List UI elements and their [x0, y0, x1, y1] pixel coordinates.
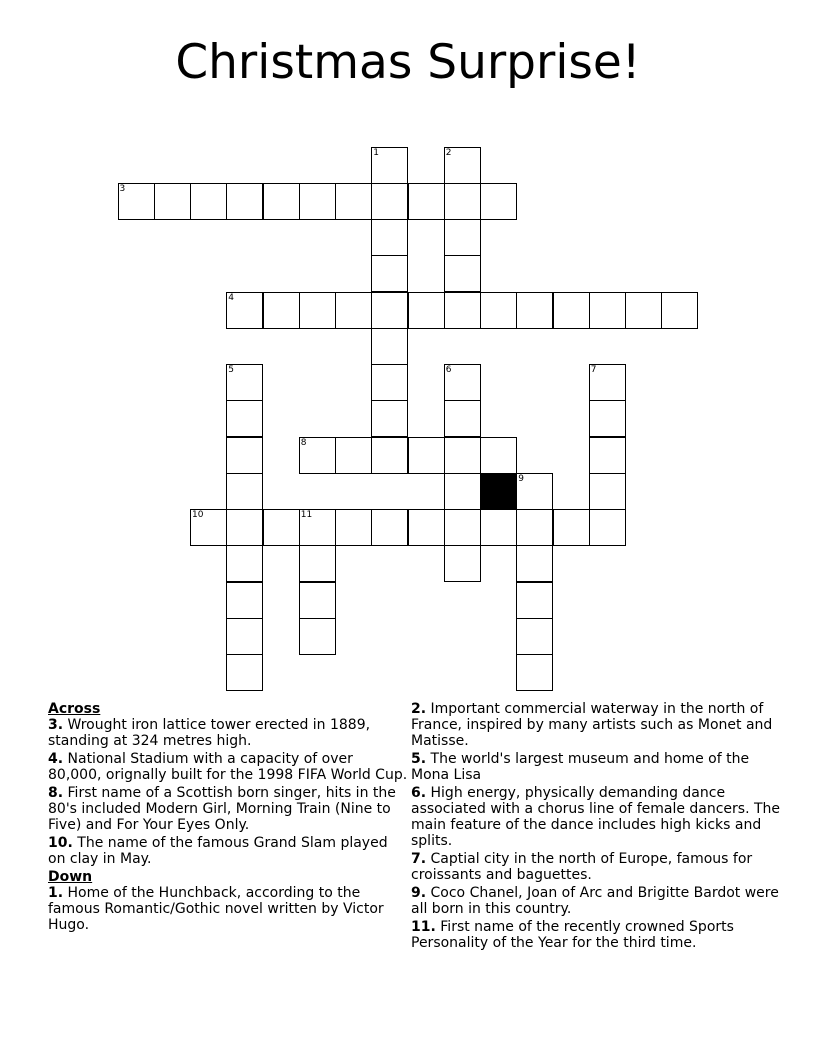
grid-cell[interactable] — [371, 183, 408, 220]
clue-number-label: 11 — [300, 510, 313, 520]
clue-number: 4. — [48, 751, 64, 767]
grid-cell[interactable] — [516, 618, 553, 655]
grid-cell[interactable] — [226, 183, 263, 220]
grid-cell[interactable] — [589, 473, 626, 510]
grid-cell[interactable] — [263, 292, 300, 329]
grid-cell[interactable] — [299, 292, 336, 329]
grid-cell[interactable] — [226, 509, 263, 546]
clue-number-label: 5 — [228, 365, 234, 375]
grid-cell[interactable] — [371, 437, 408, 474]
clue-text: National Stadium with a capacity of over 80,000, orignally built for the 1998 FIFA World Cup. — [48, 751, 408, 783]
grid-cell[interactable] — [553, 292, 590, 329]
clue-down — [411, 919, 781, 951]
clue-down — [411, 751, 781, 783]
grid-cell[interactable] — [444, 292, 481, 329]
grid-cell[interactable] — [480, 183, 517, 220]
grid-cell[interactable] — [299, 437, 336, 474]
grid-cell[interactable] — [444, 147, 481, 184]
grid-cell[interactable] — [408, 183, 445, 220]
clue-number-label: 8 — [300, 437, 307, 448]
grid-cell[interactable] — [480, 292, 517, 329]
grid-cell[interactable] — [444, 437, 481, 474]
clue-number-label: 10 — [192, 510, 204, 520]
clue-down — [411, 785, 781, 849]
grid-cell[interactable] — [444, 400, 481, 437]
grid-cell[interactable] — [408, 509, 445, 546]
grid-cell[interactable] — [371, 292, 408, 329]
grid-cell[interactable] — [371, 147, 408, 184]
clue-number-label: 6 — [445, 365, 452, 375]
grid-cell[interactable] — [263, 509, 300, 546]
clue-number: 9. — [411, 885, 427, 901]
clue-text: Important commercial waterway in the north of France, inspired by many artists such as Monet and Matisse. — [411, 701, 773, 749]
clue-number: 6. — [411, 785, 427, 801]
clues-column-left — [48, 701, 408, 935]
grid-cell[interactable] — [444, 545, 481, 582]
clue-number-label: 1 — [373, 147, 379, 158]
grid-cell[interactable] — [226, 292, 263, 329]
grid-cell[interactable] — [299, 618, 336, 655]
clue-number: 3. — [48, 717, 64, 733]
grid-cell[interactable] — [408, 437, 445, 474]
grid-cell[interactable] — [625, 292, 662, 329]
grid-cell[interactable] — [371, 328, 408, 365]
grid-cell[interactable] — [226, 618, 263, 655]
clue-text: High energy, physically demanding dance associated with a chorus line of female dancers. The main feature of the dance includes high kicks and splits. — [411, 785, 781, 849]
clue-text: First name of a Scottish born singer, hits in the 80's included Modern Girl, Morning Train (Nine to Five) and For Your Eyes Only. — [48, 785, 396, 833]
clue-down — [48, 885, 408, 933]
grid-cell[interactable] — [299, 509, 336, 546]
grid-cell[interactable] — [154, 183, 191, 220]
clue-across — [48, 835, 408, 867]
clue-down — [411, 851, 781, 883]
grid-cell[interactable] — [408, 292, 445, 329]
grid-cell[interactable] — [371, 364, 408, 401]
clue-across — [48, 785, 408, 833]
grid-cell[interactable] — [589, 400, 626, 437]
clue-number: 2. — [411, 701, 427, 717]
grid-cell[interactable] — [371, 219, 408, 256]
clue-text: Captial city in the north of Europe, famous for croissants and baguettes. — [411, 851, 753, 883]
grid-cell-black — [480, 473, 517, 510]
grid-cell[interactable] — [480, 509, 517, 546]
grid-cell[interactable] — [335, 509, 372, 546]
grid-cell[interactable] — [444, 219, 481, 256]
grid-cell[interactable] — [553, 509, 590, 546]
clue-number: 1. — [48, 885, 64, 901]
grid-cell[interactable] — [516, 582, 553, 619]
down-heading: Down — [48, 869, 93, 885]
clue-text: Home of the Hunchback, according to the famous Romantic/Gothic novel written by Victor Hugo. — [48, 885, 384, 933]
clue-number: 11. — [411, 919, 436, 935]
clue-down — [411, 701, 781, 749]
page-title: Christmas Surprise! — [175, 35, 641, 90]
grid-cell[interactable] — [226, 473, 263, 510]
grid-cell[interactable] — [335, 292, 372, 329]
grid-cell[interactable] — [190, 183, 227, 220]
grid-cell[interactable] — [661, 292, 698, 329]
grid-cell[interactable] — [335, 183, 372, 220]
grid-cell[interactable] — [118, 183, 155, 220]
grid-cell[interactable] — [589, 437, 626, 474]
grid-cell[interactable] — [444, 509, 481, 546]
clue-number-label: 7 — [590, 365, 597, 375]
grid-cell[interactable] — [589, 364, 626, 401]
grid-cell[interactable] — [371, 400, 408, 437]
grid-cell[interactable] — [516, 292, 553, 329]
grid-cell[interactable] — [226, 654, 263, 691]
clue-number-label: 3 — [119, 183, 126, 194]
grid-cell[interactable] — [516, 545, 553, 582]
clue-across — [48, 717, 408, 749]
grid-cell[interactable] — [444, 183, 481, 220]
grid-cell[interactable] — [335, 437, 372, 474]
clue-number-label: 2 — [445, 147, 452, 158]
grid-cell[interactable] — [299, 545, 336, 582]
clue-text: Wrought iron lattice tower erected in 1889, standing at 324 metres high. — [48, 717, 371, 749]
clue-text: The world's largest museum and home of the Mona Lisa — [411, 751, 750, 783]
grid-cell[interactable] — [263, 183, 300, 220]
grid-cell[interactable] — [299, 183, 336, 220]
clue-down — [411, 885, 781, 917]
clues-column-right — [411, 701, 781, 953]
clue-across — [48, 751, 408, 783]
grid-cell[interactable] — [226, 364, 263, 401]
clue-number-label: 9 — [518, 473, 524, 484]
grid-cell[interactable] — [299, 582, 336, 619]
grid-cell[interactable] — [371, 509, 408, 546]
clue-text: Coco Chanel, Joan of Arc and Brigitte Bardot were all born in this country. — [411, 885, 779, 917]
grid-cell[interactable] — [226, 545, 263, 582]
grid-cell[interactable] — [516, 654, 553, 691]
grid-cell[interactable] — [190, 509, 227, 546]
grid-cell[interactable] — [226, 400, 263, 437]
grid-cell[interactable] — [444, 364, 481, 401]
grid-cell[interactable] — [516, 509, 553, 546]
grid-cell[interactable] — [589, 509, 626, 546]
grid-cell[interactable] — [516, 473, 553, 510]
grid-cell[interactable] — [444, 255, 481, 292]
clue-text: First name of the recently crowned Sports Personality of the Year for the third time. — [411, 919, 734, 951]
grid-cell[interactable] — [226, 437, 263, 474]
clue-number: 7. — [411, 851, 427, 867]
grid-cell[interactable] — [226, 582, 263, 619]
clue-number: 8. — [48, 785, 64, 801]
grid-cell[interactable] — [480, 437, 517, 474]
clue-text: The name of the famous Grand Slam played on clay in May. — [48, 835, 388, 867]
across-heading: Across — [48, 701, 101, 717]
clue-number-label: 4 — [228, 292, 234, 303]
clue-number: 10. — [48, 835, 73, 851]
grid-cell[interactable] — [371, 255, 408, 292]
grid-cell[interactable] — [444, 473, 481, 510]
grid-cell[interactable] — [589, 292, 626, 329]
clue-number: 5. — [411, 751, 427, 767]
